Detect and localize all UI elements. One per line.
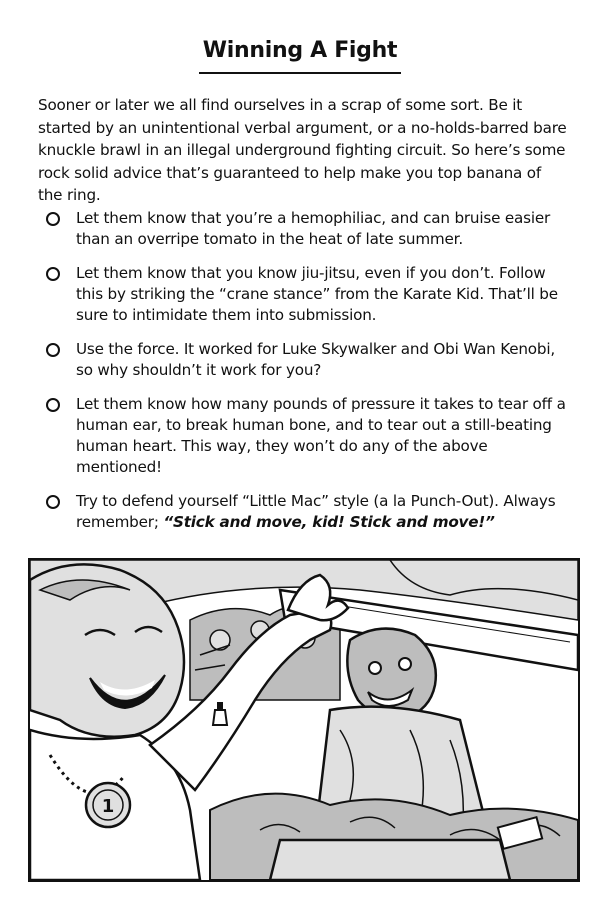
tip-text: Let them know that you know jiu-jitsu, even if you don’t. Follow this by striking the “crane stance” from the Karate Kid. That’ll be sure to intimidate them into submission.	[76, 264, 558, 324]
circle-bullet-icon	[46, 212, 60, 226]
comic-illustration	[28, 558, 580, 882]
circle-bullet-icon	[46, 267, 60, 281]
tips-list	[38, 208, 568, 546]
tip-quote: “Stick and move, kid! Stick and move!”	[163, 513, 495, 531]
tip-text: Use the force. It worked for Luke Skywalker and Obi Wan Kenobi, so why shouldn’t it work for you?	[76, 340, 555, 379]
tip-item	[38, 263, 568, 326]
bottle	[213, 710, 227, 725]
tip-item	[38, 491, 568, 533]
tip-item	[38, 208, 568, 250]
tip-item	[38, 394, 568, 478]
circle-bullet-icon	[46, 343, 60, 357]
tip-text: Try to defend yourself “Little Mac” style (a la Punch-Out). Always remember;	[76, 492, 556, 531]
page-title: Winning A Fight	[199, 38, 401, 74]
tip-text: Let them know how many pounds of pressure it takes to tear off a human ear, to break human bone, and to tear out a still-beating human heart. This way, they won’t do any of the above mentioned!	[76, 395, 566, 476]
title-wrap	[0, 38, 600, 74]
intro-paragraph: Sooner or later we all find ourselves in a scrap of some sort. Be it started by an unintentional verbal argument, or a no-holds-barred bare knuckle brawl in an illegal underground fighting circuit. So here’s some rock solid advice that’s guaranteed to help make you top banana of the ring.	[38, 96, 567, 204]
circle-bullet-icon	[46, 495, 60, 509]
tip-text: Let them know that you’re a hemophiliac, and can bruise easier than an overripe tomato in the heat of late summer.	[76, 209, 551, 248]
illustration-svg	[30, 560, 578, 880]
crate	[270, 840, 510, 880]
tip-item	[38, 339, 568, 381]
circle-bullet-icon	[46, 398, 60, 412]
medallion-number: 1	[101, 796, 115, 817]
